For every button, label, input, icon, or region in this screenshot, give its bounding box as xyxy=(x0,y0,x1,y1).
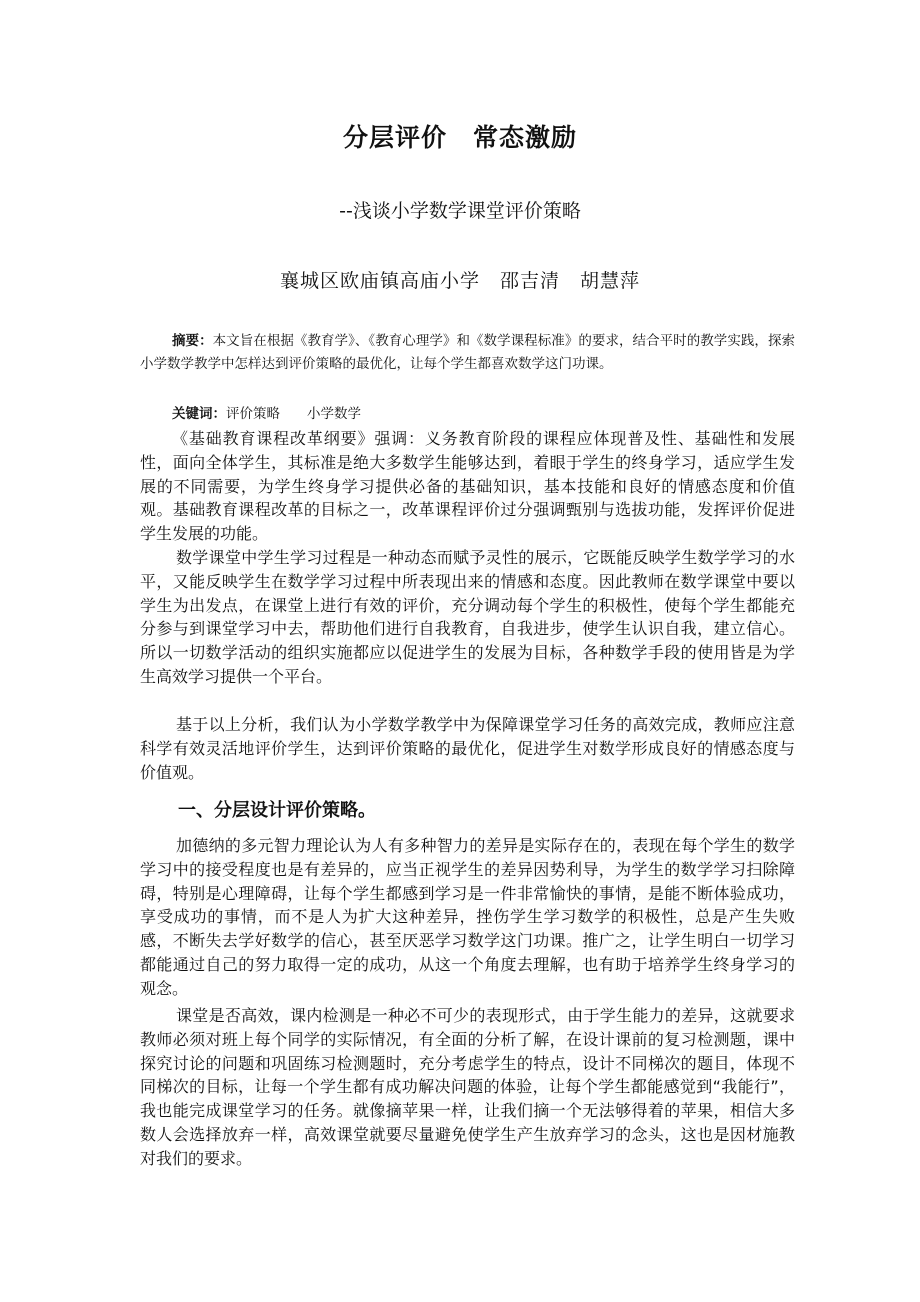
document-subtitle: --浅谈小学数学课堂评价策略 xyxy=(339,200,581,222)
body-paragraph: 《基础教育课程改革纲要》强调：义务教育阶段的课程应体现普及性、基础性和发展性，面向全体学生，其标准是绝大多数学生能够达到，着眼于学生的终身学习，适应学生发展的不同需要，为学生终身学习提供必备的基础知识，基本技能和良好的情感态度和价值观。基础教育课程改革的目标之一，改革课程评价过分强调甄别与选拔功能，发挥评价促进学生发展的功能。 xyxy=(140,429,795,544)
document-title: 分层评价 常态激励 xyxy=(342,123,577,152)
section-paragraph: 课堂是否高效，课内检测是一种必不可少的表现形式，由于学生能力的差异，这就要求教师必须对班上每个同学的实际情况，有全面的分析了解，在设计课前的复习检测题，课中探究讨论的问题和巩固练习检测题时，充分考虑学生的特点，设计不同梯次的题目，体现不同梯次的目标，让每一个学生都有成功解决问题的体验，让每个学生都能感觉到“我能行”，我也能完成课堂学习的任务。就像摘苹果一样，让我们摘一个无法够得着的苹果，相信大多数人会选择放弃一样，高效课堂就要尽量避免使学生产生放弃学习的念头，这也是因材施教对我们的要求。 xyxy=(140,1006,795,1168)
author-line: 襄城区欧庙镇高庙小学 邵吉清 胡慧萍 xyxy=(279,270,640,292)
body-paragraph: 数学课堂中学生学习过程是一种动态而赋予灵性的展示，它既能反映学生数学学习的水平，又能反映学生在数学学习过程中所表现出来的情感和态度。因此教师在数学课堂中要以学生为出发点，在课堂上进行有效的评价，充分调动每个学生的积极性，使每个学生都能充分参与到课堂学习中去，帮助他们进行自我教育，自我进步，使学生认识自我，建立信心。所以一切数学活动的组织实施都应以促进学生的发展为目标，各种数学手段的使用皆是为学生高效学习提供一个平台。 xyxy=(140,548,795,686)
abstract xyxy=(140,330,795,376)
section-heading: 一、分层设计评价策略。 xyxy=(178,800,376,821)
keywords-text: 评价策略 小学数学 xyxy=(226,406,361,422)
section-paragraph: 加德纳的多元智力理论认为人有多种智力的差异是实际存在的，表现在每个学生的数学学习中的接受程度也是有差异的，应当正视学生的差异因势利导，为学生的数学学习扫除障碍，特别是心理障碍，让每个学生都感到学习是一件非常愉快的事情，是能不断体验成功，享受成功的事情，而不是人为扩大这种差异，挫伤学生学习数学的积极性，总是产生失败感，不断失去学好数学的信心，甚至厌恶学习数学这门功课。推广之，让学生明白一切学习都能通过自己的努力取得一定的成功，从这一个角度去理解，也有助于培养学生终身学习的观念。 xyxy=(140,836,795,998)
keywords-label: 关键词： xyxy=(172,406,226,422)
body-paragraph: 基于以上分析，我们认为小学数学教学中为保障课堂学习任务的高效完成，教师应注意科学有效灵活地评价学生，达到评价策略的最优化，促进学生对数学形成良好的情感态度与价值观。 xyxy=(140,715,795,782)
abstract-text: 本文旨在根据《教育学》、《教育心理学》和《数学课程标准》的要求，结合平时的教学实践，探索小学数学教学中怎样达到评价策略的最优化，让每个学生都喜欢数学这门功课。 xyxy=(140,333,796,372)
keywords xyxy=(172,403,361,426)
abstract-label: 摘要： xyxy=(172,333,213,349)
